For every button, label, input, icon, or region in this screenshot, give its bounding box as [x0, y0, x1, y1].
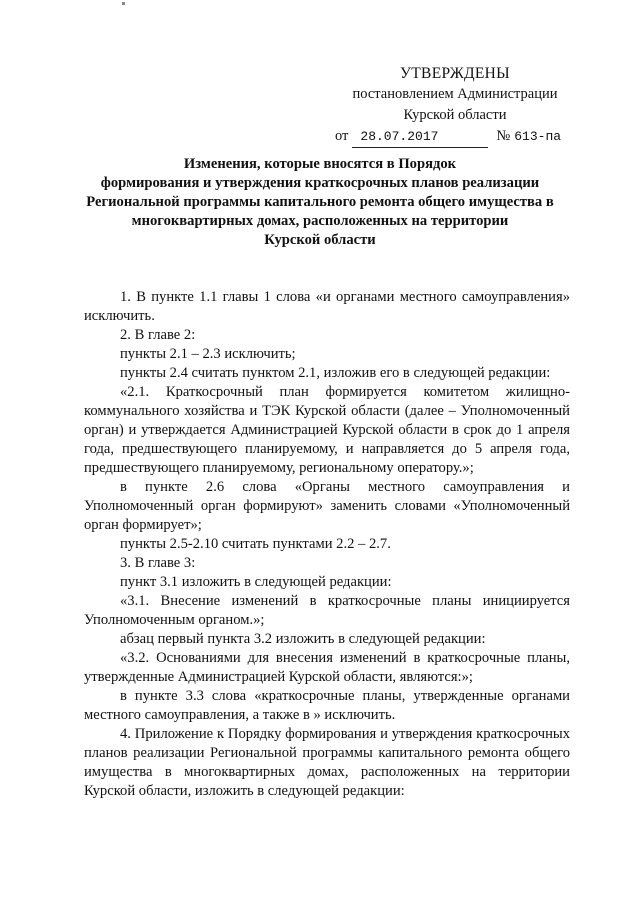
paragraph-2: 2. В главе 2:	[120, 327, 196, 343]
title-line-3: Региональной программы капитального ремонта общего имущества в	[86, 194, 554, 210]
approval-block	[335, 63, 575, 148]
document-title	[70, 155, 570, 250]
paragraph-4: пункты 2.4 считать пунктом 2.1, изложив его в следующей редакции:	[120, 365, 551, 381]
paragraph-1: 1. В пункте 1.1 главы 1 слова «и органами местного самоуправления» исключить.	[84, 289, 570, 324]
paragraph-11: абзац первый пункта 3.2 изложить в следующей редакции:	[120, 631, 486, 647]
date-from-label: от	[335, 128, 349, 144]
paragraph-14: 4. Приложение к Порядку формирования и утверждения краткосрочных планов реализации Региональной программы капитального ремонта общего имущества в многоквартирных домах, расположенных на территории Курской области, изложить в следующей редакции:	[84, 726, 570, 799]
paragraph-10: «3.1. Внесение изменений в краткосрочные планы инициируется Уполномоченным органом.»;	[84, 593, 570, 628]
paragraph-12: «3.2. Основаниями для внесения изменений в краткосрочные планы, утвержденные Администрацией Курской области, являются:»;	[84, 650, 570, 685]
approval-date-number-row	[335, 126, 575, 148]
approval-number: 613-па	[514, 129, 562, 144]
approval-line-1: постановлением Администрации	[352, 86, 558, 102]
scan-mark	[122, 2, 125, 5]
paragraph-7: пункты 2.5-2.10 считать пунктами 2.2 – 2.7.	[120, 536, 391, 552]
title-line-5: Курской области	[264, 232, 376, 248]
paragraph-9: пункт 3.1 изложить в следующей редакции:	[120, 574, 392, 590]
title-line-1: Изменения, которые вносятся в Порядок	[183, 156, 457, 172]
number-label: №	[496, 128, 511, 144]
paragraph-13: в пункте 3.3 слова «краткосрочные планы, утвержденные органами местного самоуправления, а также в » исключить.	[84, 688, 570, 723]
approval-heading: УТВЕРЖДЕНЫ	[400, 65, 510, 82]
paragraph-6: в пункте 2.6 слова «Органы местного самоуправления и Уполномоченный орган формируют» заменить словами «Уполномоченный орган формирует»;	[84, 479, 570, 533]
approval-date: 28.07.2017	[352, 126, 488, 148]
document-body	[84, 288, 570, 801]
paragraph-8: 3. В главе 3:	[120, 555, 196, 571]
paragraph-5: «2.1. Краткосрочный план формируется комитетом жилищно-коммунального хозяйства и ТЭК Курской области (далее – Уполномоченный орган) и утверждается Администрацией Курской области в срок до 1 апреля года, предшествующего планируемому, и направляется до 5 апреля года, предшествующего планируемому, региональному оператору.»;	[84, 384, 570, 476]
title-line-2: формирования и утверждения краткосрочных планов реализации	[100, 175, 540, 191]
paragraph-3: пункты 2.1 – 2.3 исключить;	[120, 346, 296, 362]
approval-line-2: Курской области	[403, 107, 507, 123]
title-line-4: многоквартирных домах, расположенных на территории	[131, 213, 509, 229]
